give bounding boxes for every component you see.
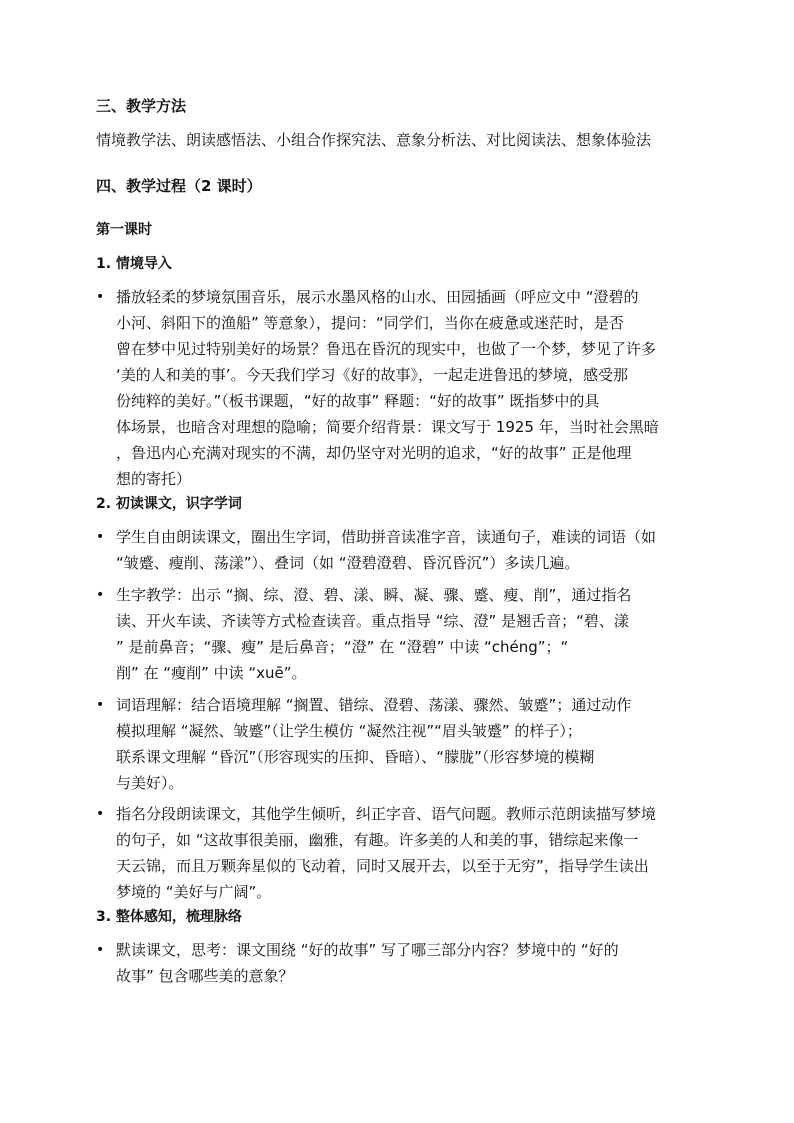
text-line: 体场景，也暗含对理想的隐喻；简要介绍背景：课文写于 1925 年，当时社会黑暗: [116, 418, 659, 436]
bullet-icon: •: [96, 529, 105, 545]
method-text: 情境教学法、朗读感悟法、小组合作探究法、意象分析法、对比阅读法、想象体验法: [96, 131, 652, 149]
text-line: 播放轻柔的梦境氛围音乐，展示水墨风格的山水、田园插画（呼应文中 “澄碧的: [116, 288, 639, 306]
text-line: “皱蹙、瘦削、荡漾”）、叠词（如 “澄碧澄碧、昏沉昏沉”）多读几遍。: [116, 554, 580, 572]
text-line: 梦境的 “美好与广阔”。: [116, 883, 272, 901]
text-line: 词语理解：结合语境理解 “搁置、错综、澄碧、荡漾、骤然、皱蹙”；通过动作: [116, 696, 632, 714]
text-line: 模拟理解 “凝然、皱蹙”（让学生模仿 “凝然注视”“眉头皱蹙” 的样子）；: [116, 722, 582, 740]
text-line: 的句子，如 “这故事很美丽，幽雅，有趣。许多美的人和美的事，错综起来像一: [116, 831, 639, 849]
text-line: 生字教学：出示 “搁、综、澄、碧、漾、瞬、凝、骤、蹙、瘦、削”，通过指名: [116, 586, 632, 604]
text-line: 故事” 包含哪些美的意象？: [116, 967, 294, 985]
text-line: ‘美的人和美的事’。今天我们学习《好的故事》，一起走进鲁迅的梦境，感受那: [116, 366, 629, 384]
text-line: ” 是前鼻音；“骤、瘦” 是后鼻音；“澄” 在 “澄碧” 中读 “chéng”；“: [116, 638, 569, 656]
text-line: 想的寄托）: [116, 470, 192, 488]
text-line: 天云锦，而且万颗奔星似的飞动着，同时又展开去，以至于无穷”，指导学生读出: [116, 857, 649, 875]
bullet-icon: •: [96, 942, 105, 958]
step-title: 3. 整体感知，梳理脉络: [96, 909, 242, 925]
text-line: 读、开火车读、齐读等方式检查读音。重点指导 “综、澄” 是翘舌音；“碧、漾: [116, 612, 629, 630]
text-line: 学生自由朗读课文，圈出生字词，借助拼音读准字音，读通句子，难读的词语（如: [116, 528, 657, 546]
text-line: 与美好）。: [116, 774, 184, 792]
text-line: 指名分段朗读课文，其他学生倾听，纠正字音、语气问题。教师示范朗读描写梦境: [116, 805, 657, 823]
text-line: 小河、斜阳下的渔船” 等意象），提问：“同学们，当你在疲惫或迷茫时，是否: [116, 314, 624, 332]
bullet-icon: •: [96, 806, 105, 822]
text-line: ，鲁迅内心充满对现实的不满，却仍坚守对光明的追求，“好的故事” 正是他理: [116, 444, 632, 462]
text-line: 默读课文，思考：课文围绕 “好的故事” 写了哪三部分内容？梦境中的 “好的: [116, 941, 619, 959]
step-title: 2. 初读课文，识字学词: [96, 496, 242, 512]
lesson-heading: 第一课时: [96, 222, 152, 238]
text-line: 份纯粹的美好。”（板书课题，“好的故事” 释题：“好的故事” 既指梦中的具: [116, 392, 600, 410]
text-line: 曾在梦中见过特别美好的场景？鲁迅在昏沉的现实中，也做了一个梦，梦见了许多: [116, 340, 657, 358]
method-heading: 三、教学方法: [96, 97, 187, 115]
bullet-icon: •: [96, 289, 105, 305]
text-line: 削” 在 “瘦削” 中读 “xuē”。: [116, 664, 307, 682]
step-title: 1. 情境导入: [96, 256, 172, 272]
bullet-icon: •: [96, 587, 105, 603]
text-line: 联系课文理解 “昏沉”（形容现实的压抑、昏暗）、“朦胧”（形容梦境的模糊: [116, 748, 595, 766]
bullet-icon: •: [96, 697, 105, 713]
process-heading: 四、教学过程（2 课时）: [96, 177, 262, 195]
